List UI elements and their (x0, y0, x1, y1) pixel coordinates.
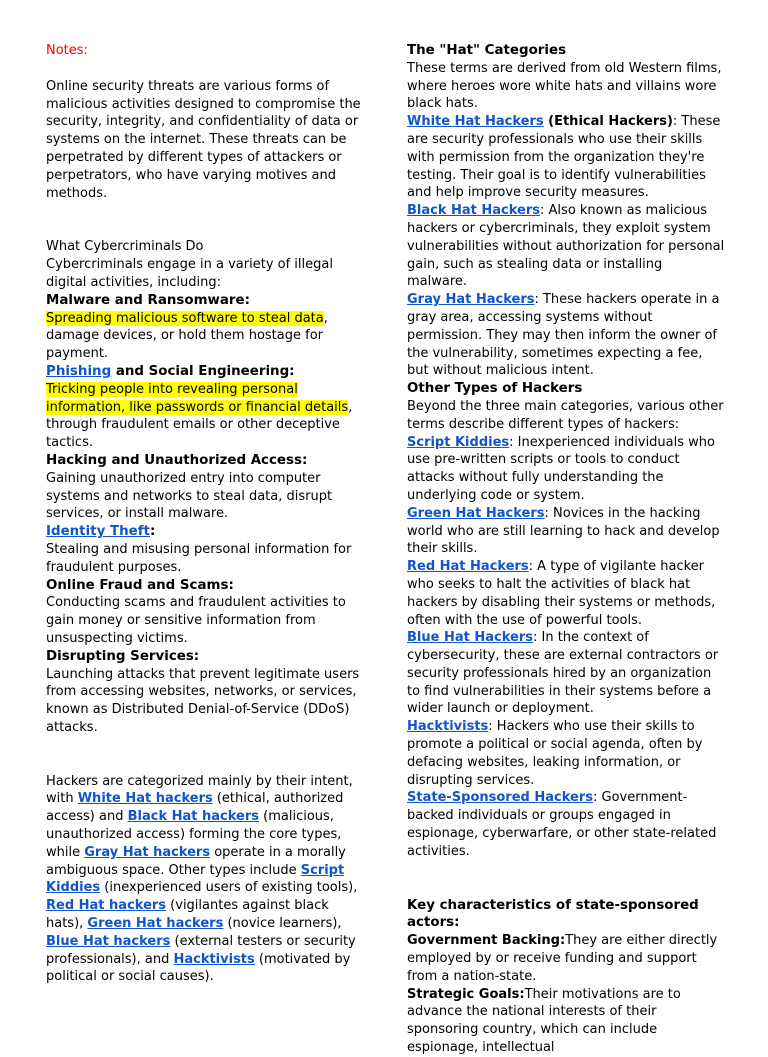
left-column (46, 42, 364, 986)
black-hat-hackers-link[interactable]: Black Hat Hackers (407, 203, 541, 219)
notes-label: Notes: (46, 43, 88, 58)
hacker-summary-paragraph (46, 773, 364, 987)
heading-hat-categories: The "Hat" Categories (407, 43, 567, 58)
blue-hat-entry (407, 629, 725, 718)
malware-body (46, 310, 364, 363)
heading-other-types: Other Types of Hackers (407, 381, 583, 397)
green-hat-entry (407, 505, 725, 558)
white-hat-link[interactable]: White Hat hackers (77, 791, 213, 807)
hacktivists-link[interactable]: Hacktivists (407, 719, 489, 735)
heading-identity-theft (46, 523, 364, 541)
identity-body: Stealing and misusing personal information for fraudulent purposes. (46, 541, 352, 575)
black-hat-body: : Also known as malicious hackers or cybercriminals, they exploit system vulnerabilities without authorization for personal gain, such as stealing data or installing malware. (407, 203, 725, 290)
black-hat-entry (407, 202, 725, 291)
summary-text: (novice learners), (223, 916, 342, 932)
script-kiddies-entry (407, 434, 725, 505)
cybercriminals-intro: Cybercriminals engage in a variety of illegal digital activities, including: (46, 257, 333, 290)
summary-text: operate in a morally ambiguous space. Other types include (46, 844, 346, 878)
malware-rest: , damage devices, or hold them hostage for payment. (46, 310, 328, 362)
government-backing-heading: Government Backing: (407, 933, 566, 949)
red-hat-hackers-link[interactable]: Red Hat Hackers (407, 559, 529, 575)
summary-text: (ethical, authorized access) and (46, 791, 344, 825)
heading-fraud: Online Fraud and Scams: (46, 577, 234, 593)
black-hat-link[interactable]: Black Hat hackers (127, 809, 260, 825)
blue-hat-link[interactable]: Blue Hat hackers (46, 933, 171, 949)
hacking-body: Gaining unauthorized entry into computer systems and networks to steal data, disrupt services, or install malware. (46, 470, 333, 522)
phishing-heading-text: and Social Engineering: (111, 363, 295, 379)
red-hat-body: : A type of vigilante hacker who seeks to halt the activities of black hat hackers by disabling their systems or methods, often with the use of powerful tools. (407, 559, 716, 628)
other-intro: Beyond the three main categories, various other terms describe different types of hackers: (407, 398, 724, 432)
blue-hat-body: : In the context of cybersecurity, these are external contractors or security professionals hired by an organization to find vulnerabilities in their systems before a wider launch or deployment. (407, 630, 719, 717)
white-hat-body: : These are security professionals who use their skills with permission from the organization they're testing. Their goal is to identify vulnerabilities and help improve security measures. (407, 114, 721, 201)
green-hat-link[interactable]: Green Hat hackers (87, 916, 224, 932)
government-backing-body: They are either directly employed by or receive funding and support from a nation-state. (407, 933, 718, 984)
heading-phishing (46, 363, 364, 381)
summary-text: (malicious, unauthorized access) forming the core types, while (46, 809, 342, 860)
hacktivists-link[interactable]: Hacktivists (173, 951, 255, 967)
heading-malware: Malware and Ransomware: (46, 292, 250, 308)
phishing-body (46, 381, 364, 452)
phishing-link[interactable]: Phishing (46, 363, 112, 379)
identity-theft-link[interactable]: Identity Theft (46, 524, 150, 540)
summary-text: (motivated by political or social causes). (46, 951, 351, 985)
disrupting-body: Launching attacks that prevent legitimate users from accessing websites, networks, or services, known as Distributed Denial-of-Service (DDoS) attacks. (46, 666, 360, 735)
white-hat-bold: (Ethical Hackers) (543, 114, 673, 130)
hacktivists-entry (407, 718, 725, 789)
heading-disrupting: Disrupting Services: (46, 648, 200, 664)
white-hat-hackers-link[interactable]: White Hat Hackers (407, 114, 544, 130)
fraud-body: Conducting scams and fraudulent activities to gain money or sensitive information from unsuspecting victims. (46, 595, 346, 646)
red-hat-link[interactable]: Red Hat hackers (46, 898, 167, 914)
strategic-goals-body: Their motivations are to advance the national interests of their sponsoring country, which can include espionage, intellectual (407, 986, 681, 1056)
green-hat-hackers-link[interactable]: Green Hat Hackers (407, 505, 545, 521)
script-kiddies-link[interactable]: Script Kiddies (407, 434, 510, 450)
red-hat-entry (407, 558, 725, 629)
gray-hat-body: : These hackers operate in a gray area, accessing systems without permission. They may then inform the owner of the vulnerability, sometimes expecting a fee, but without malicious intent. (407, 292, 720, 379)
summary-text: (vigilantes against black hats), (46, 898, 329, 932)
summary-text: (inexperienced users of existing tools), (100, 880, 358, 896)
gray-hat-entry (407, 291, 725, 380)
blue-hat-hackers-link[interactable]: Blue Hat Hackers (407, 630, 533, 646)
state-sponsored-hackers-link[interactable]: State-Sponsored Hackers (407, 790, 593, 806)
green-hat-body: : Novices in the hacking world who are still learning to hack and develop their skills. (407, 505, 720, 557)
script-kiddies-body: : Inexperienced individuals who use pre-written scripts or tools to conduct attacks without fully understanding the underlying code or system. (407, 434, 715, 503)
gray-hat-link[interactable]: Gray Hat hackers (84, 844, 211, 860)
state-sponsored-body: : Government-backed individuals or groups engaged in espionage, cyberwarfare, or other state-related activities. (407, 790, 717, 859)
strategic-goals-heading: Strategic Goals: (407, 986, 525, 1002)
heading-key-characteristics: Key characteristics of state-sponsored actors: (407, 897, 699, 931)
malware-highlight: Spreading malicious software to steal data (46, 310, 324, 326)
hacktivists-body: : Hackers who use their skills to promote a political or social agenda, often by defacing websites, leaking information, or disrupting services. (407, 719, 703, 788)
intro-paragraph: Online security threats are various forms of malicious activities designed to compromise the security, integrity, and confidentiality of data or systems on the internet. These threats can be perpetrated by different types of attackers or perpetrators, who have varying motives and methods. (46, 78, 361, 201)
identity-colon: : (149, 524, 156, 540)
strategic-goals-entry (407, 986, 725, 1057)
summary-text: Hackers are categorized mainly by their intent, with (46, 773, 353, 807)
hat-intro: These terms are derived from old Western films, where heroes wore white hats and villains wore black hats. (407, 60, 722, 112)
heading-hacking: Hacking and Unauthorized Access: (46, 452, 308, 468)
gray-hat-hackers-link[interactable]: Gray Hat Hackers (407, 292, 535, 308)
phishing-highlight: Tricking people into revealing personal information, like passwords or financial details (46, 381, 349, 415)
phishing-rest: , through fraudulent emails or other deceptive tactics. (46, 399, 353, 451)
summary-text: (external testers or security professionals), and (46, 933, 356, 967)
script-kiddies-link[interactable]: Script Kiddies (46, 862, 345, 896)
section-title-what-cybercriminals-do: What Cybercriminals Do (46, 239, 204, 255)
government-backing-entry (407, 932, 725, 985)
right-column (407, 42, 725, 1057)
white-hat-entry (407, 113, 725, 202)
state-sponsored-entry (407, 789, 725, 860)
